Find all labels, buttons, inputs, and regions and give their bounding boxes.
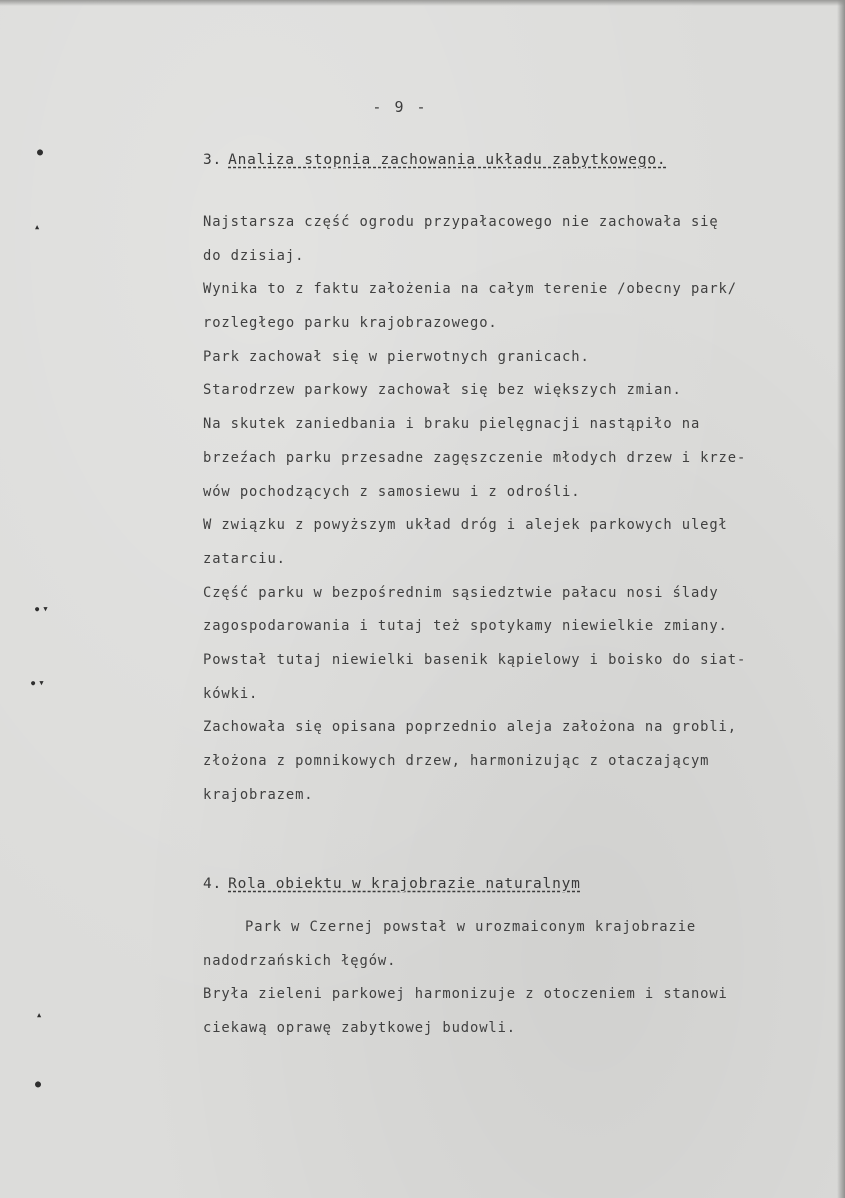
section-4-number: 4. [203,876,223,892]
margin-mark: ● [37,147,44,158]
text-line: brzeźach parku przesadne zagęszczenie młodych drzew i krze- [203,449,747,466]
page-edge-shadow-top [0,0,845,6]
section-3-body [203,206,746,812]
text-line: Zachowała się opisana poprzednio aleja założona na grobli, [203,719,737,736]
section-3-number: 3. [203,152,223,168]
section-3-title: Analiza stopnia zachowania układu zabytkowego. [228,152,667,168]
text-line: Park w Czernej powstał w urozmaiconym krajobrazie [245,919,697,935]
text-line: Bryła zieleni parkowej harmonizuje z otoczeniem i stanowi [203,986,728,1003]
page-edge-shadow-right [837,0,845,1198]
text-line: W związku z powyższym układ dróg i alejek parkowych uległ [203,517,728,534]
section-4-body [203,911,728,1046]
section-4-heading [203,876,581,892]
text-line: ciekawą oprawę zabytkowej budowli. [203,1020,517,1037]
margin-mark: ● ▼ [35,605,48,613]
margin-mark: ▲ [35,223,40,231]
text-line: wów pochodzących z samosiewu i z odrośli. [203,483,581,500]
text-line: Na skutek zaniedbania i braku pielęgnacji nastąpiło na [203,416,701,433]
text-line: krajobrazem. [203,786,314,803]
margin-mark: ● ▼ [31,679,44,687]
margin-mark: ● [35,1079,42,1090]
text-line: Starodrzew parkowy zachował się bez większych zmian. [203,382,682,399]
text-line: nadodrzańskich łęgów. [203,952,397,969]
text-line: zatarciu. [203,550,286,567]
text-line: zagospodarowania i tutaj też spotykamy niewielkie zmiany. [203,618,728,635]
text-line: rozległego parku krajobrazowego. [203,315,498,332]
text-line: złożona z pomnikowych drzew, harmonizując z otaczającym [203,753,710,769]
text-line: kówki. [203,685,259,702]
text-line: Powstał tutaj niewielki basenik kąpielowy i boisko do siat- [203,651,747,668]
text-line: Park zachował się w pierwotnych granicach. [203,348,590,365]
text-line: do dzisiaj. [203,247,305,264]
page-number: - 9 - [372,98,428,116]
text-line: Wynika to z faktu założenia na całym terenie /obecny park/ [203,281,737,298]
section-4-title: Rola obiektu w krajobrazie naturalnym [228,876,581,892]
margin-mark: ▲ [37,1011,42,1019]
text-line: Część parku w bezpośrednim sąsiedztwie pałacu nosi ślady [203,584,719,601]
text-line: Najstarsza część ogrodu przypałacowego nie zachowała się [203,214,719,230]
section-3-heading [203,152,666,168]
